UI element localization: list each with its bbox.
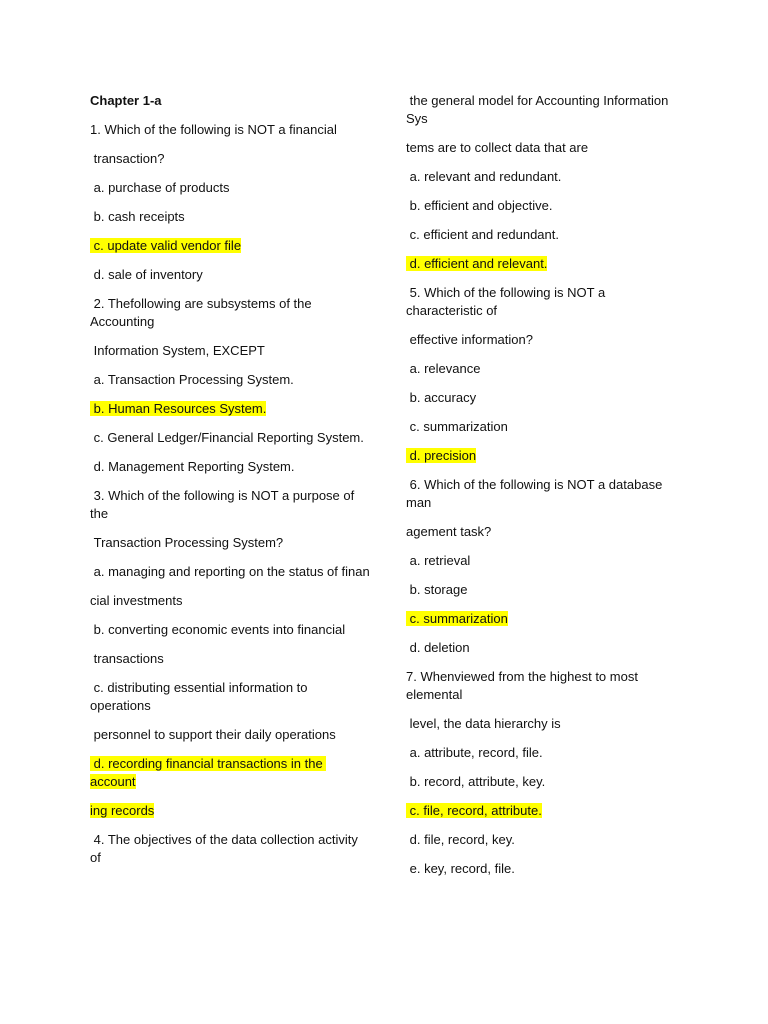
- text-line: [90, 266, 370, 284]
- text-run: Transaction Processing System?: [90, 535, 284, 550]
- text-line: [406, 418, 681, 436]
- text-line: [406, 447, 681, 465]
- text-line: [406, 639, 681, 657]
- highlighted-answer: d. precision: [406, 448, 477, 463]
- right-column: [406, 92, 681, 889]
- text-run: a. purchase of products: [90, 180, 230, 195]
- text-line: [90, 429, 370, 447]
- text-line: [406, 668, 681, 704]
- chapter-heading: [90, 92, 370, 110]
- text-line: [90, 621, 370, 639]
- text-line: [406, 360, 681, 378]
- text-line: [90, 831, 370, 867]
- text-run: b. accuracy: [406, 390, 477, 405]
- text-line: [406, 610, 681, 628]
- text-run: 7. Whenviewed from the highest to most elemental: [406, 669, 642, 702]
- text-run: a. attribute, record, file.: [406, 745, 543, 760]
- text-line: [90, 150, 370, 168]
- highlighted-answer: b. Human Resources System.: [90, 401, 267, 416]
- text-line: [406, 831, 681, 849]
- text-line: [406, 476, 681, 512]
- text-line: [406, 389, 681, 407]
- text-run: b. record, attribute, key.: [406, 774, 546, 789]
- text-run: agement task?: [406, 524, 492, 539]
- text-run: e. key, record, file.: [406, 861, 515, 876]
- text-run: personnel to support their daily operations: [90, 727, 336, 742]
- text-line: [90, 487, 370, 523]
- text-line: [406, 802, 681, 820]
- text-line: [406, 168, 681, 186]
- text-line: [90, 237, 370, 255]
- left-column: [90, 92, 370, 878]
- text-run: Information System, EXCEPT: [90, 343, 265, 358]
- text-line: [406, 197, 681, 215]
- text-run: level, the data hierarchy is: [406, 716, 561, 731]
- text-run: d. file, record, key.: [406, 832, 515, 847]
- text-line: [406, 139, 681, 157]
- text-run: b. efficient and objective.: [406, 198, 553, 213]
- text-line: [406, 226, 681, 244]
- text-line: [90, 563, 370, 581]
- text-run: a. relevant and redundant.: [406, 169, 562, 184]
- text-line: [90, 179, 370, 197]
- text-run: c. summarization: [406, 419, 508, 434]
- text-run: c. General Ledger/Financial Reporting System.: [90, 430, 364, 445]
- text-line: [406, 284, 681, 320]
- text-run: 6. Which of the following is NOT a database man: [406, 477, 666, 510]
- text-run: 5. Which of the following is NOT a characteristic of: [406, 285, 609, 318]
- text-run: 1. Which of the following is NOT a financial: [90, 122, 337, 137]
- text-run: 3. Which of the following is NOT a purpose of the: [90, 488, 358, 521]
- text-run: a. relevance: [406, 361, 481, 376]
- text-run: c. efficient and redundant.: [406, 227, 559, 242]
- highlighted-answer: c. summarization: [406, 611, 508, 626]
- text-run: the general model for Accounting Information Sys: [406, 93, 672, 126]
- text-run: a. retrieval: [406, 553, 471, 568]
- text-line: [90, 400, 370, 418]
- text-line: [90, 121, 370, 139]
- text-line: [406, 92, 681, 128]
- text-line: [406, 523, 681, 541]
- text-run: c. distributing essential information to operations: [90, 680, 312, 713]
- text-line: [406, 744, 681, 762]
- text-line: [90, 726, 370, 744]
- text-run: cial investments: [90, 593, 183, 608]
- text-run: b. cash receipts: [90, 209, 185, 224]
- highlighted-answer: c. file, record, attribute.: [406, 803, 542, 818]
- text-line: [90, 295, 370, 331]
- text-line: [90, 592, 370, 610]
- text-run: transaction?: [90, 151, 165, 166]
- highlighted-answer: d. recording financial transactions in the account: [90, 756, 327, 789]
- text-line: [90, 650, 370, 668]
- text-run: d. Management Reporting System.: [90, 459, 295, 474]
- text-run: a. managing and reporting on the status of finan: [90, 564, 370, 579]
- text-line: [90, 458, 370, 476]
- text-line: [406, 255, 681, 273]
- text-line: [90, 679, 370, 715]
- text-line: [406, 581, 681, 599]
- text-run: b. storage: [406, 582, 468, 597]
- text-run: d. deletion: [406, 640, 470, 655]
- text-line: [90, 755, 370, 791]
- highlighted-answer: ing records: [90, 803, 155, 818]
- text-run: effective information?: [406, 332, 533, 347]
- text-line: [406, 773, 681, 791]
- highlighted-answer: c. update valid vendor file: [90, 238, 242, 253]
- text-line: [406, 331, 681, 349]
- text-line: [406, 860, 681, 878]
- text-line: [90, 342, 370, 360]
- text-run: tems are to collect data that are: [406, 140, 589, 155]
- text-line: [406, 552, 681, 570]
- text-run: a. Transaction Processing System.: [90, 372, 294, 387]
- text-run: transactions: [90, 651, 164, 666]
- text-run: d. sale of inventory: [90, 267, 203, 282]
- text-run: 2. Thefollowing are subsystems of the Accounting: [90, 296, 315, 329]
- text-line: [90, 208, 370, 226]
- text-run: 4. The objectives of the data collection activity of: [90, 832, 362, 865]
- highlighted-answer: d. efficient and relevant.: [406, 256, 548, 271]
- text-line: [90, 534, 370, 552]
- text-run: b. converting economic events into financial: [90, 622, 346, 637]
- text-line: [90, 371, 370, 389]
- text-line: [406, 715, 681, 733]
- text-line: [90, 802, 370, 820]
- text-run: Chapter 1-a: [90, 93, 162, 108]
